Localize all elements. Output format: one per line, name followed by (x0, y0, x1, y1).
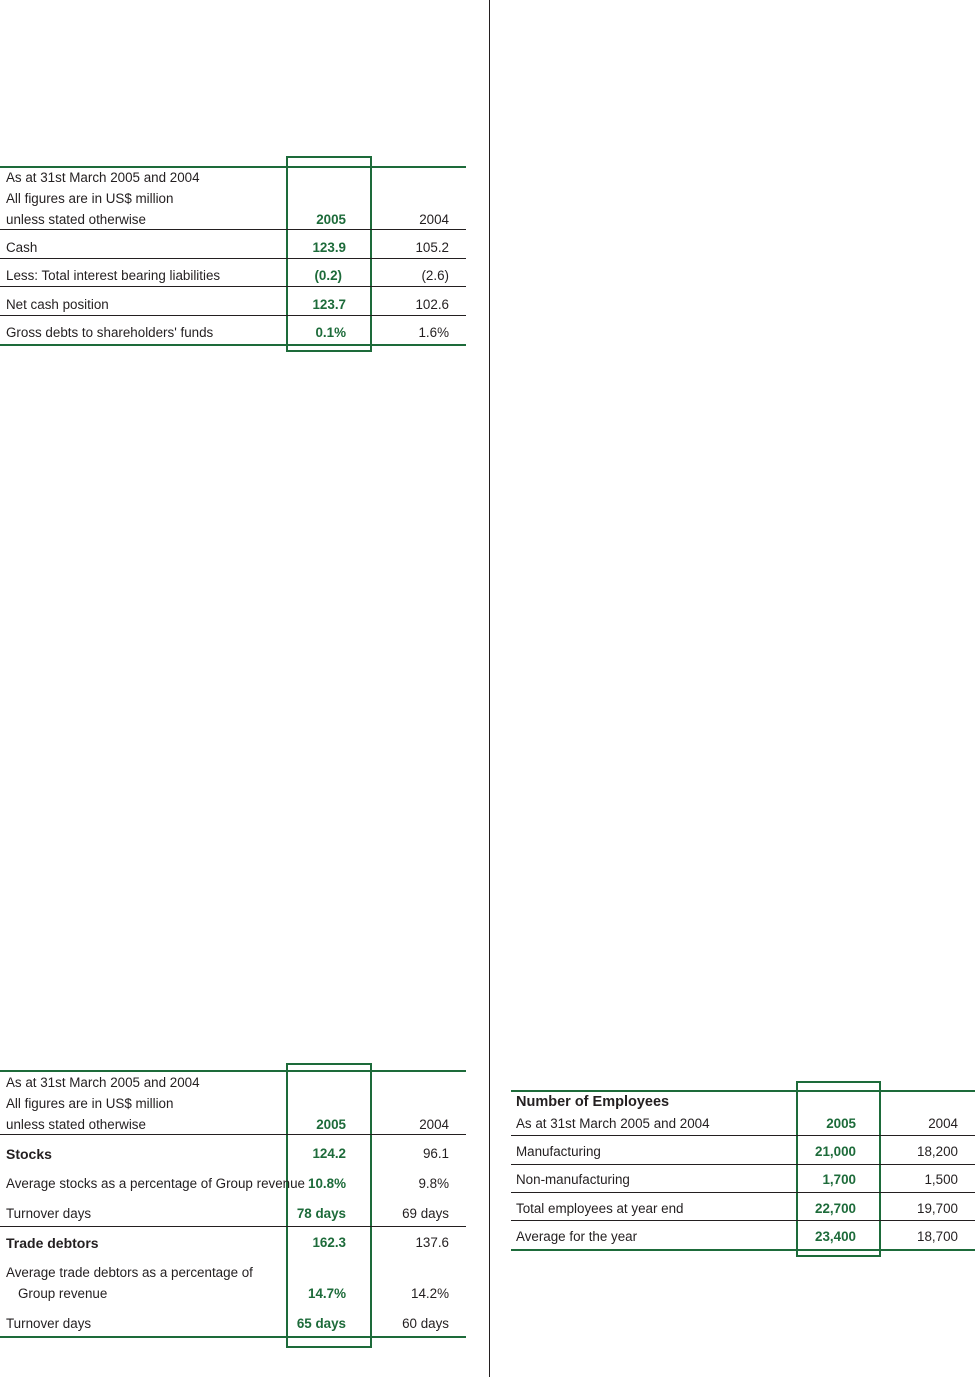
column-header-2005: 2005 (316, 212, 346, 227)
net-cash-table: As at 31st March 2005 and 2004 All figures are in US$ million unless stated otherwise 2005 2004 Cash 123.9 105.2 Less: Total interest bearing liabilities (0.2) (2.6) Net cash position 123.7 102.6 Gross debts to shareholders' funds 0.1% 1.6% (0, 156, 466, 352)
column-header-2004: 2004 (419, 212, 449, 227)
table-title: Number of Employees (516, 1094, 670, 1110)
employees-table: Number of Employees As at 31st March 2005 and 2004 2005 2004 Manufacturing 21,000 18,200 Non-manufacturing 1,700 1,500 Total employees at year end 22,700 19,700 Average for the year 23,400 18,700 (511, 1081, 975, 1257)
column-divider (489, 0, 490, 1377)
header-caption: As at 31st March 2005 and 2004 All figures are in US$ million unless stated otherwise (6, 1075, 200, 1132)
column-header-2004: 2004 (928, 1116, 958, 1131)
working-capital-table: As at 31st March 2005 and 2004 All figures are in US$ million unless stated otherwise 2005 2004 Stocks 124.2 96.1 Average stocks as a percentage of Group revenue 10.8% 9.8% Turnover days 78 days 69 days Trade debtors 162.3 137.6 Average trade debtors as a percentage of Group revenue 14.7% 14.2% Turnover days 65 days 60 days (0, 1063, 466, 1348)
column-header-2005: 2005 (316, 1117, 346, 1132)
column-header-2005: 2005 (826, 1116, 856, 1131)
header-caption: As at 31st March 2005 and 2004 All figures are in US$ million unless stated otherwise (6, 170, 200, 227)
table-subtitle: As at 31st March 2005 and 2004 (516, 1116, 710, 1131)
column-header-2004: 2004 (419, 1117, 449, 1132)
